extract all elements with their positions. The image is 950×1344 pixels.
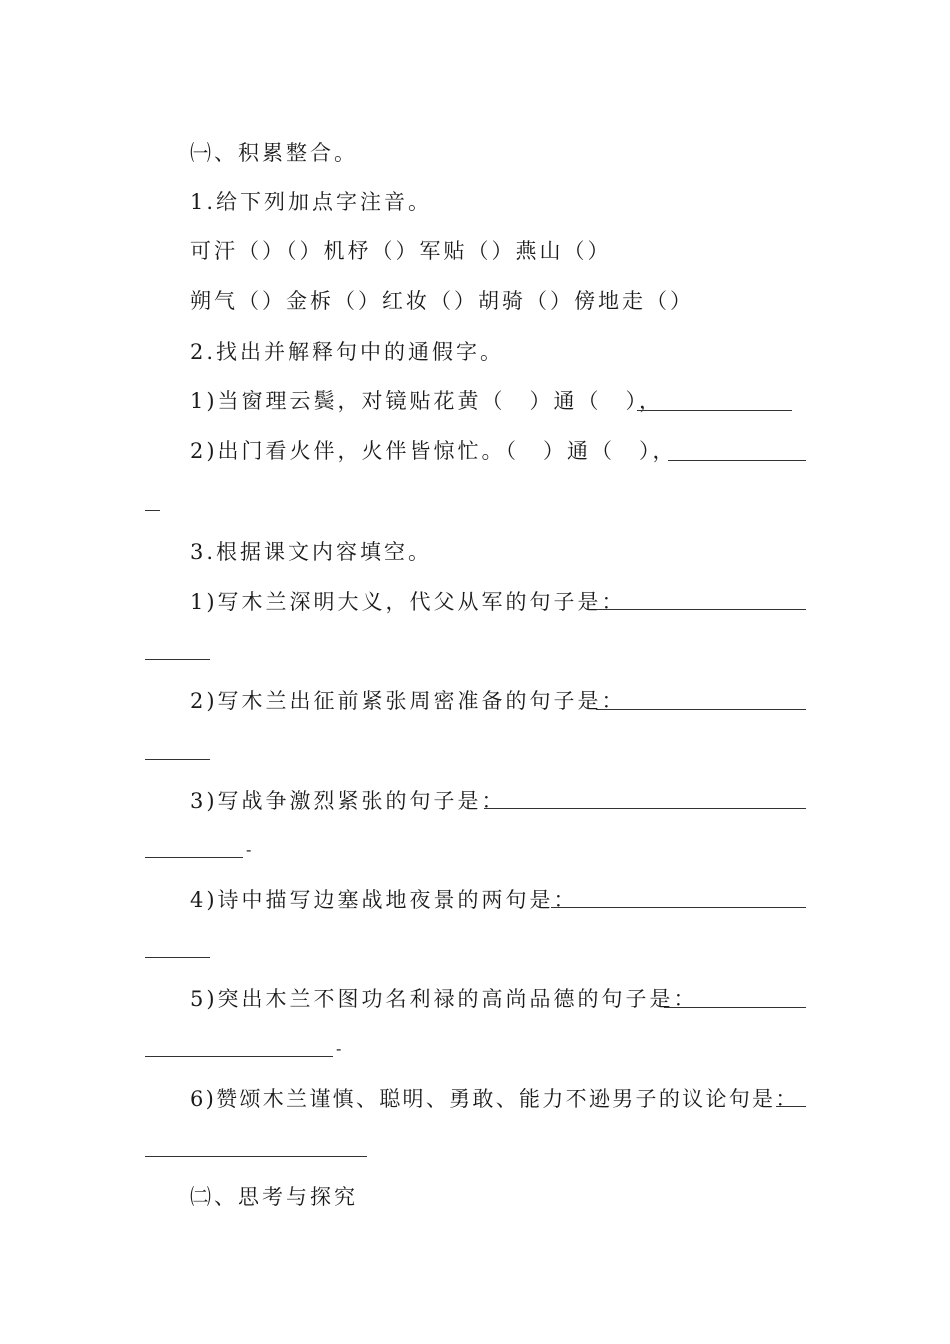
answer-blank[interactable] xyxy=(596,709,806,710)
answer-blank-continuation[interactable] xyxy=(145,1156,367,1157)
answer-blank-continuation[interactable] xyxy=(145,510,160,511)
answer-blank-continuation[interactable] xyxy=(145,1056,333,1057)
question-1-row-2: 朔气（）金柝（）红妆（）胡骑（）傍地走（） xyxy=(190,289,694,313)
answer-blank[interactable] xyxy=(484,808,806,809)
answer-blank-continuation[interactable] xyxy=(145,759,210,760)
question-1-row-1: 可汗（）（）机杼（）军贴（）燕山（） xyxy=(190,239,612,263)
answer-blank[interactable] xyxy=(664,1007,806,1008)
answer-blank[interactable] xyxy=(596,609,806,610)
question-2-title: 2.找出并解释句中的通假字。 xyxy=(190,340,505,364)
question-3-title: 3.根据课文内容填空。 xyxy=(190,540,433,564)
question-2-item-1: 1)当窗理云鬓，对镜贴花黄（ ）通（ ）， xyxy=(190,389,664,413)
answer-blank[interactable] xyxy=(637,410,792,411)
answer-blank[interactable] xyxy=(668,460,806,461)
question-3-item-3: 3)写战争激烈紧张的句子是： xyxy=(190,789,506,813)
question-3-item-2: 2)写木兰出征前紧张周密准备的句子是： xyxy=(190,689,626,713)
answer-blank-continuation[interactable] xyxy=(145,957,210,958)
question-2-item-2: 2)出门看火伴，火伴皆惊忙。（ ）通（ ）， xyxy=(190,439,677,463)
answer-blank[interactable] xyxy=(551,907,806,908)
answer-blank[interactable] xyxy=(776,1106,806,1107)
answer-blank-continuation[interactable] xyxy=(145,857,243,858)
question-1-title: 1.给下列加点字注音。 xyxy=(190,190,433,214)
section-2-title: ㈡、思考与探究 xyxy=(190,1185,358,1209)
question-3-item-4: 4)诗中描写边塞战地夜景的两句是： xyxy=(190,888,578,912)
question-3-item-6: 6)赞颂木兰谨慎、聪明、勇敢、能力不逊男子的议论句是： xyxy=(190,1087,799,1111)
section-1-title: ㈠、积累整合。 xyxy=(190,141,358,165)
answer-blank-continuation[interactable] xyxy=(145,659,210,660)
trailing-dash: - xyxy=(336,1039,342,1058)
question-3-item-5: 5)突出木兰不图功名利禄的高尚品德的句子是： xyxy=(190,987,698,1011)
question-3-item-1: 1)写木兰深明大义，代父从军的句子是： xyxy=(190,590,626,614)
trailing-dash: - xyxy=(246,840,252,859)
